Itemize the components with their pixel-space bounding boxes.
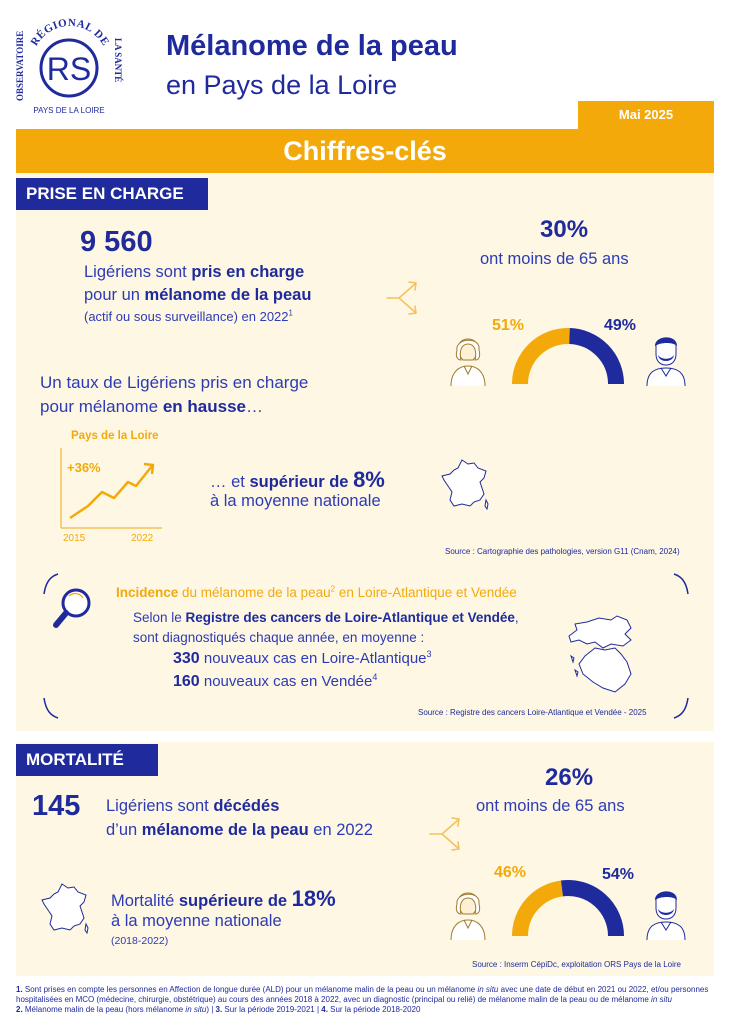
patients-count: 9 560 [80,226,153,258]
source-registre: Source : Registre des cancers Loire-Atlantique et Vendée - 2025 [418,708,647,717]
split-arrow-icon-2 [428,814,464,854]
mortality-line1: Mortalité supérieure de 18% [111,886,336,911]
patients-desc-line1: Ligériens sont pris en charge [84,263,305,281]
footnote-1: 1. Sont prises en compte les personnes en Affection de longue durée (ALD) pour un mélanome malin de la peau ou un mélanome in situ avec une date de début en 2021 ou 2022, et/ou personnes hospitalisées en MCO (médecine, chirurgie, obstétrique) au cours des années 2018 à 2022, avec un diagnostic (principal ou relié) de mélanome malin de la peau ou de mélanome in situ [16,985,709,1004]
woman-icon-2 [445,884,491,940]
chart-title: Pays de la Loire [71,430,159,442]
deaths-women-pct: 46% [494,864,527,881]
mortality-period: (2018-2022) [111,935,169,947]
incidence-loire-atlantique: 330 nouveaux cas en Loire-Atlantique$^3$ [173,649,432,667]
deaths-gender-gauge [510,878,626,940]
page-subtitle: en Pays de la Loire [166,70,398,100]
deaths-line2: d’un mélanome de la peau en 2022 [106,821,373,839]
split-arrow-icon [385,278,421,318]
chart-end-year: 2022 [131,533,154,544]
incidence-title: Incidence du mélanome de la peau$^2$ en Loire-Atlantique et Vendée [116,584,517,600]
men-pct: 49% [604,317,637,334]
women-pct: 51% [492,317,525,334]
deaths-under65-text: ont moins de 65 ans [476,797,625,815]
chart-change: +36% [67,460,101,475]
logo-initials: RS [46,51,92,87]
woman-icon [445,330,491,386]
region-map-icon [565,612,645,698]
logo-arc-left: OBSERVATOIRE [15,30,25,101]
man-icon-2 [643,884,689,940]
incidence-vendee: 160 nouveaux cas en Vendée$^4$ [173,672,378,690]
mortality-line2: à la moyenne nationale [111,912,282,930]
trend-line2: pour mélanome en hausse… [40,397,263,416]
source-inserm: Source : Inserm CépiDc, exploitation ORS Pays de la Loire [472,960,681,969]
incidence-line1: Selon le Registre des cancers de Loire-Atlantique et Vendée, [133,610,519,625]
deaths-under65-pct: 26% [545,764,594,791]
page-title: Mélanome de la peau [166,30,458,62]
under65-pct: 30% [540,216,589,243]
date-badge: Mai 2025 [578,101,714,129]
source-cnam: Source : Cartographie des pathologies, version G11 (Cnam, 2024) [445,547,680,556]
logo-arc-top: RÉGIONAL DE [28,16,112,49]
key-figures-banner: Chiffres-clés [16,129,714,173]
incidence-line2: sont diagnostiqués chaque année, en moyenne : [133,630,425,645]
france-map-icon [440,458,490,510]
trend-line1: Un taux de Ligériens pris en charge [40,373,309,392]
section-label-mortalite: MORTALITÉ [16,744,158,776]
logo-arc-right: LA SANTÉ [113,38,123,83]
man-icon [643,330,689,386]
chart-start-year: 2015 [63,533,86,544]
footnote-2-4: 2. Mélanome malin de la peau (hors mélanome in situ) | 3. Sur la période 2019-2021 | 4. Sur la période 2018-2020 [16,1005,421,1014]
deaths-gauge-men-segment [562,888,616,936]
deaths-gauge-women-segment [520,888,562,936]
deaths-count: 145 [32,790,81,822]
france-map-icon-2 [40,882,90,934]
gauge-men-segment [570,336,616,384]
deaths-men-pct: 54% [602,866,635,883]
patients-desc-line2: pour un mélanome de la peau [84,286,312,304]
logo-bottom: PAYS DE LA LOIRE [33,106,105,115]
gauge-women-segment [520,336,570,384]
magnifier-icon [50,586,94,634]
patients-desc-line3: (actif ou sous surveillance) en 2022$^1$ [84,308,293,324]
national-line2: à la moyenne nationale [210,492,381,510]
ors-logo [10,6,128,118]
gender-gauge [510,326,626,388]
section-label-prise-en-charge: PRISE EN CHARGE [16,178,208,210]
deaths-line1: Ligériens sont décédés [106,797,280,815]
footnotes [16,985,716,1015]
national-line1: … et supérieur de 8% [210,467,385,492]
under65-text: ont moins de 65 ans [480,250,629,268]
